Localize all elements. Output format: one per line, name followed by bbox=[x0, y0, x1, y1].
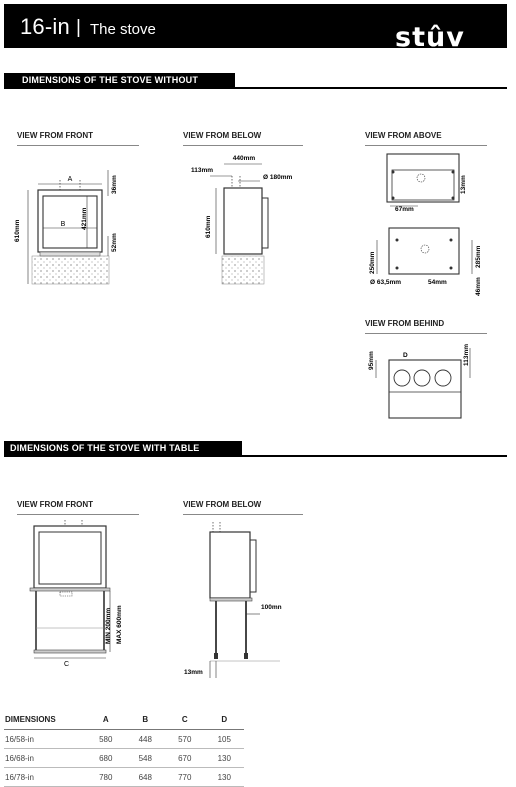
table-cell: 570 bbox=[165, 730, 205, 749]
section-title-with-table: DIMENSIONS OF THE STOVE WITH TABLE SUPPORT bbox=[4, 441, 242, 456]
dim-hole: Ø 63,5mm bbox=[370, 279, 402, 286]
dim-100: 100mn bbox=[261, 604, 282, 611]
dim-d: D bbox=[403, 352, 408, 359]
dim-h-inner: 421mm bbox=[81, 207, 88, 230]
table-cell: 670 bbox=[165, 749, 205, 768]
dim-flue: Ø 180mm bbox=[263, 174, 293, 181]
view-rule bbox=[365, 333, 487, 334]
table-header-row bbox=[4, 709, 244, 730]
above-view-drawing bbox=[362, 148, 492, 298]
view-title-behind: VIEW FROM BEHIND bbox=[365, 319, 445, 328]
view-title-below: VIEW FROM BELOW bbox=[183, 131, 262, 140]
view-title-front-table: VIEW FROM FRONT bbox=[17, 500, 93, 509]
page-header bbox=[4, 4, 507, 53]
brand-logo: stûv bbox=[395, 22, 465, 53]
dimensions-table bbox=[4, 709, 244, 787]
table-cell: 448 bbox=[126, 730, 166, 749]
dim-depth: 250mm bbox=[369, 251, 376, 274]
dim-95: 95mm bbox=[368, 351, 375, 370]
col-header: A bbox=[86, 709, 126, 730]
dim-min: MIN 200mm bbox=[105, 607, 112, 644]
table-cell: 680 bbox=[86, 749, 126, 768]
title-separator: | bbox=[76, 17, 81, 38]
table-cell: 130 bbox=[205, 768, 245, 787]
dim-13: 13mm bbox=[184, 669, 203, 676]
view-rule bbox=[183, 145, 303, 146]
dim-a: A bbox=[67, 176, 73, 183]
dim-54: 54mm bbox=[428, 279, 447, 286]
base-pedestal bbox=[32, 256, 109, 284]
table-cell: 16/68-in bbox=[4, 749, 86, 768]
table-cell: 548 bbox=[126, 749, 166, 768]
col-header: D bbox=[205, 709, 245, 730]
table-cell: 16/58-in bbox=[4, 730, 86, 749]
stove-side bbox=[224, 188, 262, 254]
view-title-above: VIEW FROM ABOVE bbox=[365, 131, 442, 140]
dim-top: 36mm bbox=[111, 175, 118, 194]
table-cell: 580 bbox=[86, 730, 126, 749]
table-row bbox=[4, 730, 244, 749]
dim-offset: 113mm bbox=[191, 167, 214, 174]
section-title-without-table: DIMENSIONS OF THE STOVE WITHOUT TABLE bbox=[4, 73, 235, 88]
dim-side: 13mm bbox=[460, 175, 467, 194]
col-header: B bbox=[126, 709, 166, 730]
dim-h-total: 610mm bbox=[14, 219, 21, 242]
below-view-drawing bbox=[180, 150, 310, 290]
dim-front: 67mm bbox=[395, 206, 414, 213]
section-rule bbox=[4, 455, 507, 457]
table-cell: 16/78-in bbox=[4, 768, 86, 787]
table-cell: 130 bbox=[205, 749, 245, 768]
dim-b: B bbox=[60, 221, 66, 228]
table-cell: 780 bbox=[86, 768, 126, 787]
dim-height: 610mm bbox=[205, 215, 212, 238]
table-cell: 770 bbox=[165, 768, 205, 787]
below-view-table-drawing bbox=[180, 518, 310, 680]
dim-c: C bbox=[64, 661, 70, 668]
table-cell: 648 bbox=[126, 768, 166, 787]
view-rule bbox=[183, 514, 303, 515]
dim-285: 285mm bbox=[475, 245, 482, 268]
dim-max: MAX 600mm bbox=[116, 605, 123, 644]
behind-view-drawing bbox=[362, 340, 492, 425]
page-subtitle: The stove bbox=[90, 21, 156, 38]
table-row bbox=[4, 749, 244, 768]
view-rule bbox=[17, 145, 139, 146]
front-view-table-drawing bbox=[10, 518, 140, 673]
dim-113: 113mm bbox=[463, 343, 470, 366]
dim-bottom: 52mm bbox=[111, 233, 118, 252]
dim-width: 440mm bbox=[232, 155, 256, 162]
table-cell: 105 bbox=[205, 730, 245, 749]
view-rule bbox=[365, 145, 487, 146]
section-rule bbox=[4, 87, 507, 89]
col-header: DIMENSIONS bbox=[4, 709, 86, 730]
view-title-front: VIEW FROM FRONT bbox=[17, 131, 93, 140]
view-rule bbox=[17, 514, 139, 515]
table-row bbox=[4, 768, 244, 787]
stove-body bbox=[38, 190, 102, 252]
dim-46: 46mm bbox=[475, 277, 482, 296]
col-header: C bbox=[165, 709, 205, 730]
view-title-below-table: VIEW FROM BELOW bbox=[183, 500, 262, 509]
model-title: 16-in bbox=[20, 14, 70, 39]
front-view-drawing bbox=[10, 150, 135, 290]
